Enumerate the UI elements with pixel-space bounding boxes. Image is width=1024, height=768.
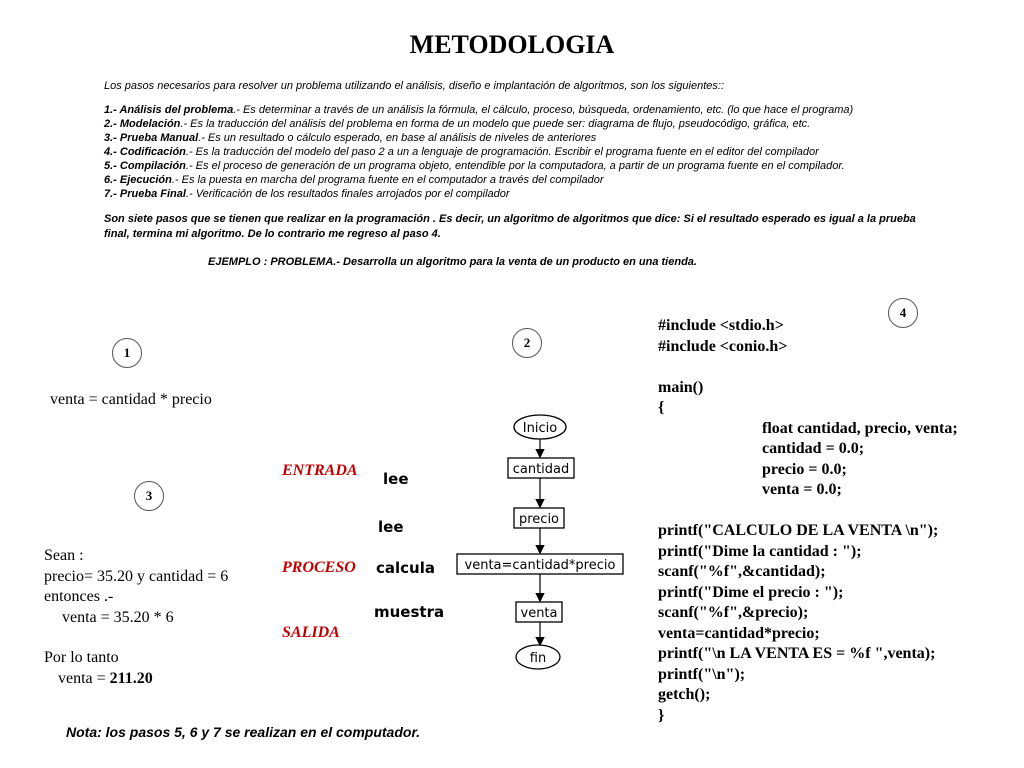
code-line: precio = 0.0; — [762, 460, 847, 478]
code-line: main() — [658, 378, 704, 396]
example-statement: EJEMPLO : PROBLEMA.- Desarrolla un algoritmo para la venta de un producto en una tienda. — [208, 256, 697, 268]
flow-end — [516, 645, 560, 669]
page-title: METODOLOGIA — [409, 30, 615, 59]
verb-lee-2: lee — [378, 518, 404, 536]
svg-text:cantidad: cantidad — [512, 462, 570, 477]
manual-test-line: venta = 35.20 * 6 — [62, 608, 174, 626]
svg-text:venta=cantidad*precio: venta=cantidad*precio — [464, 558, 616, 573]
verb-muestra: muestra — [374, 603, 445, 621]
step-item: 2.- Modelación.- Es la traducción del análisis del problema en forma de un modelo que puede ser: diagrama de flujo, pseudocódigo, gráfica, etc. — [104, 118, 811, 130]
step-badge-1: 1 — [112, 338, 142, 368]
step-badge-3: 3 — [134, 481, 164, 511]
code-line: scanf("%f",&precio); — [658, 604, 809, 621]
code-line: cantidad = 0.0; — [762, 440, 865, 457]
manual-test-line: Por lo tanto — [44, 649, 119, 666]
code-line — [658, 357, 958, 378]
step-badge-4: 4 — [888, 298, 918, 328]
manual-test-line: entonces .- — [44, 588, 114, 605]
code-line: { — [658, 399, 665, 416]
step-badge-2: 2 — [512, 328, 542, 358]
stage-entrada: ENTRADA — [282, 462, 358, 479]
svg-text:precio: precio — [518, 512, 560, 527]
code-line: venta = 0.0; — [762, 481, 842, 498]
steps-list — [104, 103, 853, 201]
code-line: printf("Dime el precio : "); — [658, 583, 844, 601]
step-item: 4.- Codificación.- Es la traducción del modelo del paso 2 a un a lenguaje de programación. Escribir el programa fuente en el editor del compilador — [104, 146, 819, 158]
code-line: printf("\n"); — [658, 665, 746, 683]
code-line: #include <stdio.h> — [658, 317, 784, 334]
code-line: scanf("%f",&cantidad); — [658, 563, 826, 580]
code-line: #include <conio.h> — [658, 337, 788, 355]
summary-text: Son siete pasos que se tienen que realizar en la programación . Es decir, un algoritmo de algoritmos que dice: Si el resultado esperado es igual a la prueba final, termina mi algoritmo. De lo contrario me regreso al paso 4. — [104, 213, 916, 240]
code-line: printf("\n LA VENTA ES = %f ",venta); — [658, 645, 936, 662]
verb-calcula: calcula — [376, 559, 435, 577]
code-line: venta=cantidad*precio; — [658, 624, 820, 642]
step-item: 7.- Prueba Final.- Verificación de los resultados finales arrojados por el compilador — [104, 188, 510, 200]
manual-test — [44, 546, 228, 689]
step-item: 1.- Análisis del problema.- Es determinar a través de un análisis la fórmula, el cálculo, proceso, búsqueda, ordenamiento, etc. (lo que hace el programa) — [104, 104, 854, 116]
svg-text:Inicio: Inicio — [522, 421, 558, 436]
code-line: } — [658, 706, 665, 724]
verb-lee-1: lee — [383, 470, 409, 488]
flow-start — [514, 415, 566, 439]
footnote: Nota: los pasos 5, 6 y 7 se realizan en el computador. — [66, 724, 421, 740]
stage-proceso: PROCESO — [282, 559, 356, 576]
code-line: float cantidad, precio, venta; — [762, 419, 958, 437]
code-line — [658, 501, 958, 522]
c-source-code — [658, 316, 958, 726]
svg-text:venta: venta — [520, 606, 558, 621]
intro-text: Los pasos necesarios para resolver un problema utilizando el análisis, diseño e implantación de algoritmos, son los siguientes:: — [104, 80, 725, 92]
code-line: printf("Dime la cantidad : "); — [658, 542, 862, 560]
step-item: 3.- Prueba Manual.- Es un resultado o cálculo esperado, en base al análisis de niveles de anteriores — [104, 132, 597, 144]
formula: venta = cantidad * precio — [50, 391, 212, 408]
code-line: getch(); — [658, 686, 711, 703]
flow-input-cantidad — [508, 458, 574, 478]
svg-text:fin: fin — [529, 651, 547, 666]
flow-process — [457, 554, 623, 574]
flow-input-precio — [514, 508, 564, 528]
flowchart — [450, 410, 626, 676]
manual-test-line: Sean : — [44, 547, 84, 564]
stage-salida: SALIDA — [282, 624, 340, 641]
flow-output — [516, 602, 562, 622]
code-line: printf("CALCULO DE LA VENTA \n"); — [658, 522, 939, 539]
step-item: 6.- Ejecución.- Es la puesta en marcha del programa fuente en el computador a través del compilador — [104, 174, 604, 186]
manual-test-result: venta = 211.20 — [58, 669, 153, 687]
manual-test-line: precio= 35.20 y cantidad = 6 — [44, 567, 229, 585]
step-item: 5.- Compilación.- Es el proceso de generación de un programa objeto, entendible por la computadora, a partir de un programa fuente en el compilador. — [104, 160, 845, 172]
